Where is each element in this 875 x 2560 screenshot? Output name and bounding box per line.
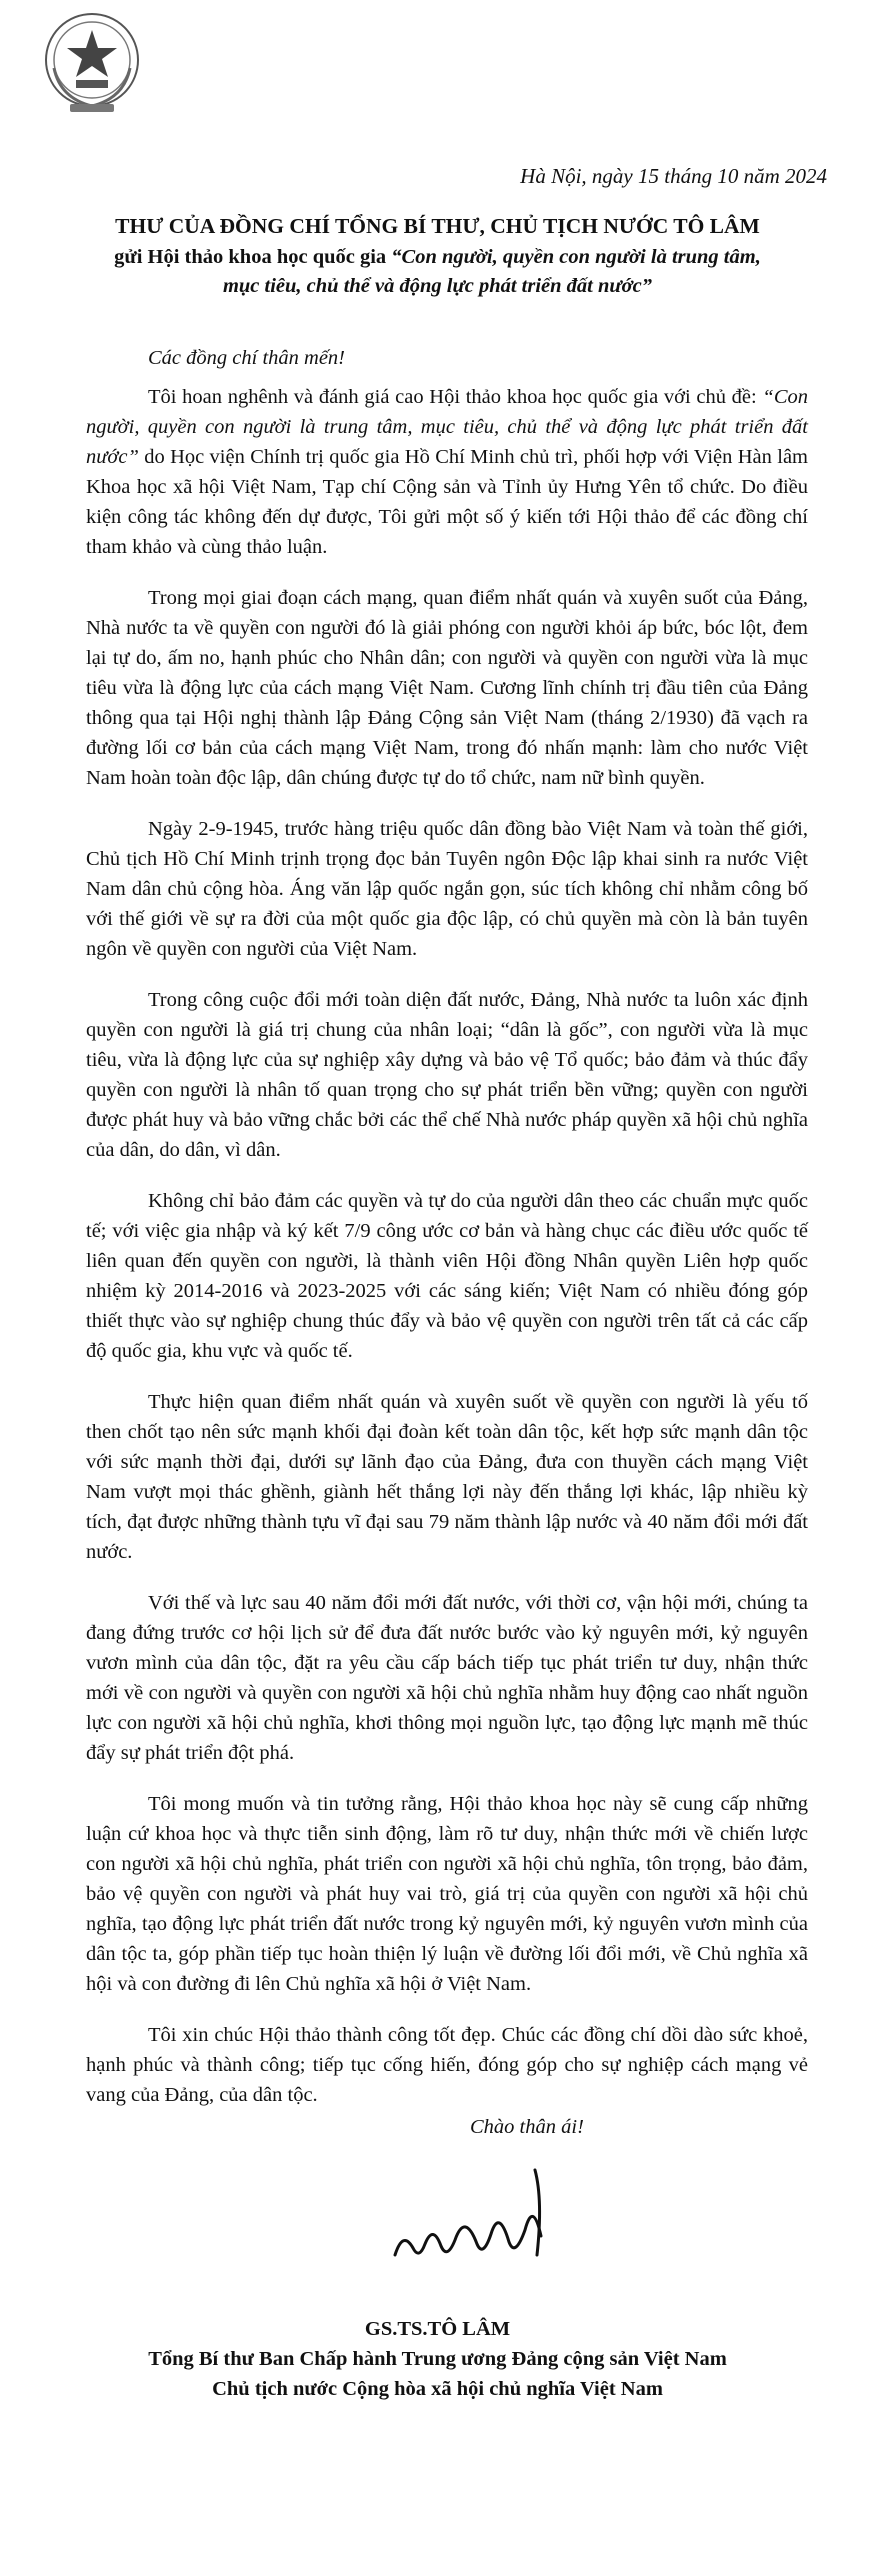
letter-title: THƯ CỦA ĐỒNG CHÍ TỔNG BÍ THƯ, CHỦ TỊCH NƯỚC TÔ LÂM — [115, 214, 760, 238]
date-line: Hà Nội, ngày 15 tháng 10 năm 2024 — [520, 164, 827, 188]
letter-body — [86, 382, 808, 2131]
paragraph-text: do Học viện Chính trị quốc gia Hồ Chí Minh chủ trì, phối hợp với Viện Hàn lâm Khoa học xã hội Việt Nam, Tạp chí Cộng sản và Tỉnh ủy Hưng Yên tổ chức. Do điều kiện công tác không đến dự được, Tôi gửi một số ý kiến tới Hội thảo để các đồng chí tham khảo và cùng thảo luận. — [86, 446, 808, 558]
paragraph: Không chỉ bảo đảm các quyền và tự do của người dân theo các chuẩn mực quốc tế; với việc gia nhập và ký kết 7/9 công ước cơ bản và hàng chục các điều ước quốc tế liên quan đến quyền con người, là thành viên Hội đồng Nhân quyền Liên hợp quốc nhiệm kỳ 2014-2016 và 2023-2025 với các sáng kiến; Việt Nam có nhiều đóng góp thiết thực vào sự nghiệp chung thúc đẩy và bảo vệ quyền con người trên tất cả các cấp độ quốc gia, khu vực và quốc tế. — [86, 1190, 808, 1362]
closing-greeting: Chào thân ái! — [470, 2116, 584, 2138]
signer-block — [0, 2314, 875, 2404]
paragraph: Trong mọi giai đoạn cách mạng, quan điểm nhất quán và xuyên suốt của Đảng, Nhà nước ta về quyền con người đó là giải phóng con người khỏi áp bức, bóc lột, đem lại tự do, ấm no, hạnh phúc cho Nhân dân; con người và quyền con người vừa là mục tiêu vừa là động lực của cách mạng Việt Nam. Cương lĩnh chính trị đầu tiên của Đảng thông qua tại Hội nghị thành lập Đảng Cộng sản Việt Nam (tháng 2/1930) đã vạch ra đường lối cơ bản của cách mạng Việt Nam, trong đó nhấn mạnh: làm cho nước Việt Nam hoàn toàn độc lập, dân chúng được tự do tổ chức, nam nữ bình quyền. — [86, 587, 808, 789]
signer-title: Tổng Bí thư Ban Chấp hành Trung ương Đảng cộng sản Việt Nam — [148, 2348, 727, 2370]
national-emblem-icon — [40, 8, 144, 118]
paragraph: Với thế và lực sau 40 năm đổi mới đất nước, với thời cơ, vận hội mới, chúng ta đang đứng trước cơ hội lịch sử để đưa đất nước bước vào kỷ nguyên mới, kỷ nguyên vươn mình của dân tộc, đặt ra yêu cầu cấp bách tiếp tục phát triển tư duy, nhận thức mới về con người và quyền con người xã hội chủ nghĩa nhằm huy động cao nhất nguồn lực con người xã hội chủ nghĩa, khơi thông mọi nguồn lực, tạo động lực mạnh mẽ thúc đẩy sự phát triển đột phá. — [86, 1592, 808, 1764]
subtitle-quote-line1: “Con người, quyền con người là trung tâm, — [391, 246, 761, 268]
paragraph: Trong công cuộc đổi mới toàn diện đất nước, Đảng, Nhà nước ta luôn xác định quyền con người là giá trị chung của nhân loại; “dân là gốc”, con người vừa là mục tiêu, vừa là động lực của sự nghiệp xây dựng và bảo vệ Tổ quốc; bảo đảm và thúc đẩy quyền con người là nhân tố quan trọng cho sự phát triển bền vững; quyền con người được phát huy và bảo vững chắc bởi các thể chế Nhà nước pháp quyền xã hội chủ nghĩa của dân, do dân, vì dân. — [86, 989, 808, 1161]
signer-name: GS.TS.TÔ LÂM — [364, 2318, 511, 2340]
paragraph: Ngày 2-9-1945, trước hàng triệu quốc dân đồng bào Việt Nam và toàn thế giới, Chủ tịch Hồ Chí Minh trịnh trọng đọc bản Tuyên ngôn Độc lập khai sinh ra nước Việt Nam dân chủ cộng hòa. Áng văn lập quốc ngắn gọn, súc tích không chỉ nhằm công bố với thế giới về sự ra đời của một quốc gia độc lập, có chủ quyền mà còn là bản tuyên ngôn về quyền con người của Việt Nam. — [86, 818, 808, 960]
handwritten-signature-icon — [385, 2160, 585, 2280]
salutation: Các đồng chí thân mến! — [148, 347, 345, 369]
paragraph — [86, 382, 808, 562]
conference-theme: “Con người, quyền con người là trung tâm, mục tiêu, chủ thể và động lực phát triển đất nước” — [86, 386, 808, 468]
paragraph: Thực hiện quan điểm nhất quán và xuyên suốt về quyền con người là yếu tố then chốt tạo nên sức mạnh khối đại đoàn kết toàn dân tộc, kết hợp sức mạnh dân tộc với sức mạnh thời đại, dưới sự lãnh đạo của Đảng, đưa con thuyền cách mạng Việt Nam vượt mọi thác ghềnh, giành hết thắng lợi này đến thắng lợi khác, lập nhiều kỳ tích, đạt được những thành tựu vĩ đại sau 79 năm thành lập nước và 40 năm đổi mới đất nước. — [86, 1391, 808, 1563]
paragraph-text: Tôi hoan nghênh và đánh giá cao Hội thảo khoa học quốc gia với chủ đề: — [148, 386, 763, 408]
subtitle-quote-line2: mục tiêu, chủ thể và động lực phát triển đất nước” — [222, 275, 653, 297]
letter-subtitle — [40, 243, 835, 301]
paragraph: Tôi xin chúc Hội thảo thành công tốt đẹp. Chúc các đồng chí dồi dào sức khoẻ, hạnh phúc và thành công; tiếp tục cống hiến, đóng góp cho sự nghiệp cách mạng vẻ vang của Đảng, của dân tộc. — [86, 2024, 808, 2106]
subtitle-prefix: gửi Hội thảo khoa học quốc gia — [114, 246, 392, 268]
signer-title: Chủ tịch nước Cộng hòa xã hội chủ nghĩa Việt Nam — [212, 2378, 663, 2400]
paragraph: Tôi mong muốn và tin tưởng rằng, Hội thảo khoa học này sẽ cung cấp những luận cứ khoa học và thực tiễn sinh động, làm rõ tư duy, nhận thức mới về chiến lược con người xã hội chủ nghĩa, phát triển con người xã hội chủ nghĩa, tôn trọng, bảo đảm, bảo vệ quyền con người và phát huy vai trò, giá trị của quyền con người xã hội chủ nghĩa, tạo động lực phát triển đất nước trong kỷ nguyên mới, kỷ nguyên vươn mình của dân tộc ta, góp phần tiếp tục hoàn thiện lý luận về đường lối đổi mới, về Chủ nghĩa xã hội và con đường đi lên Chủ nghĩa xã hội ở Việt Nam. — [86, 1793, 808, 1995]
